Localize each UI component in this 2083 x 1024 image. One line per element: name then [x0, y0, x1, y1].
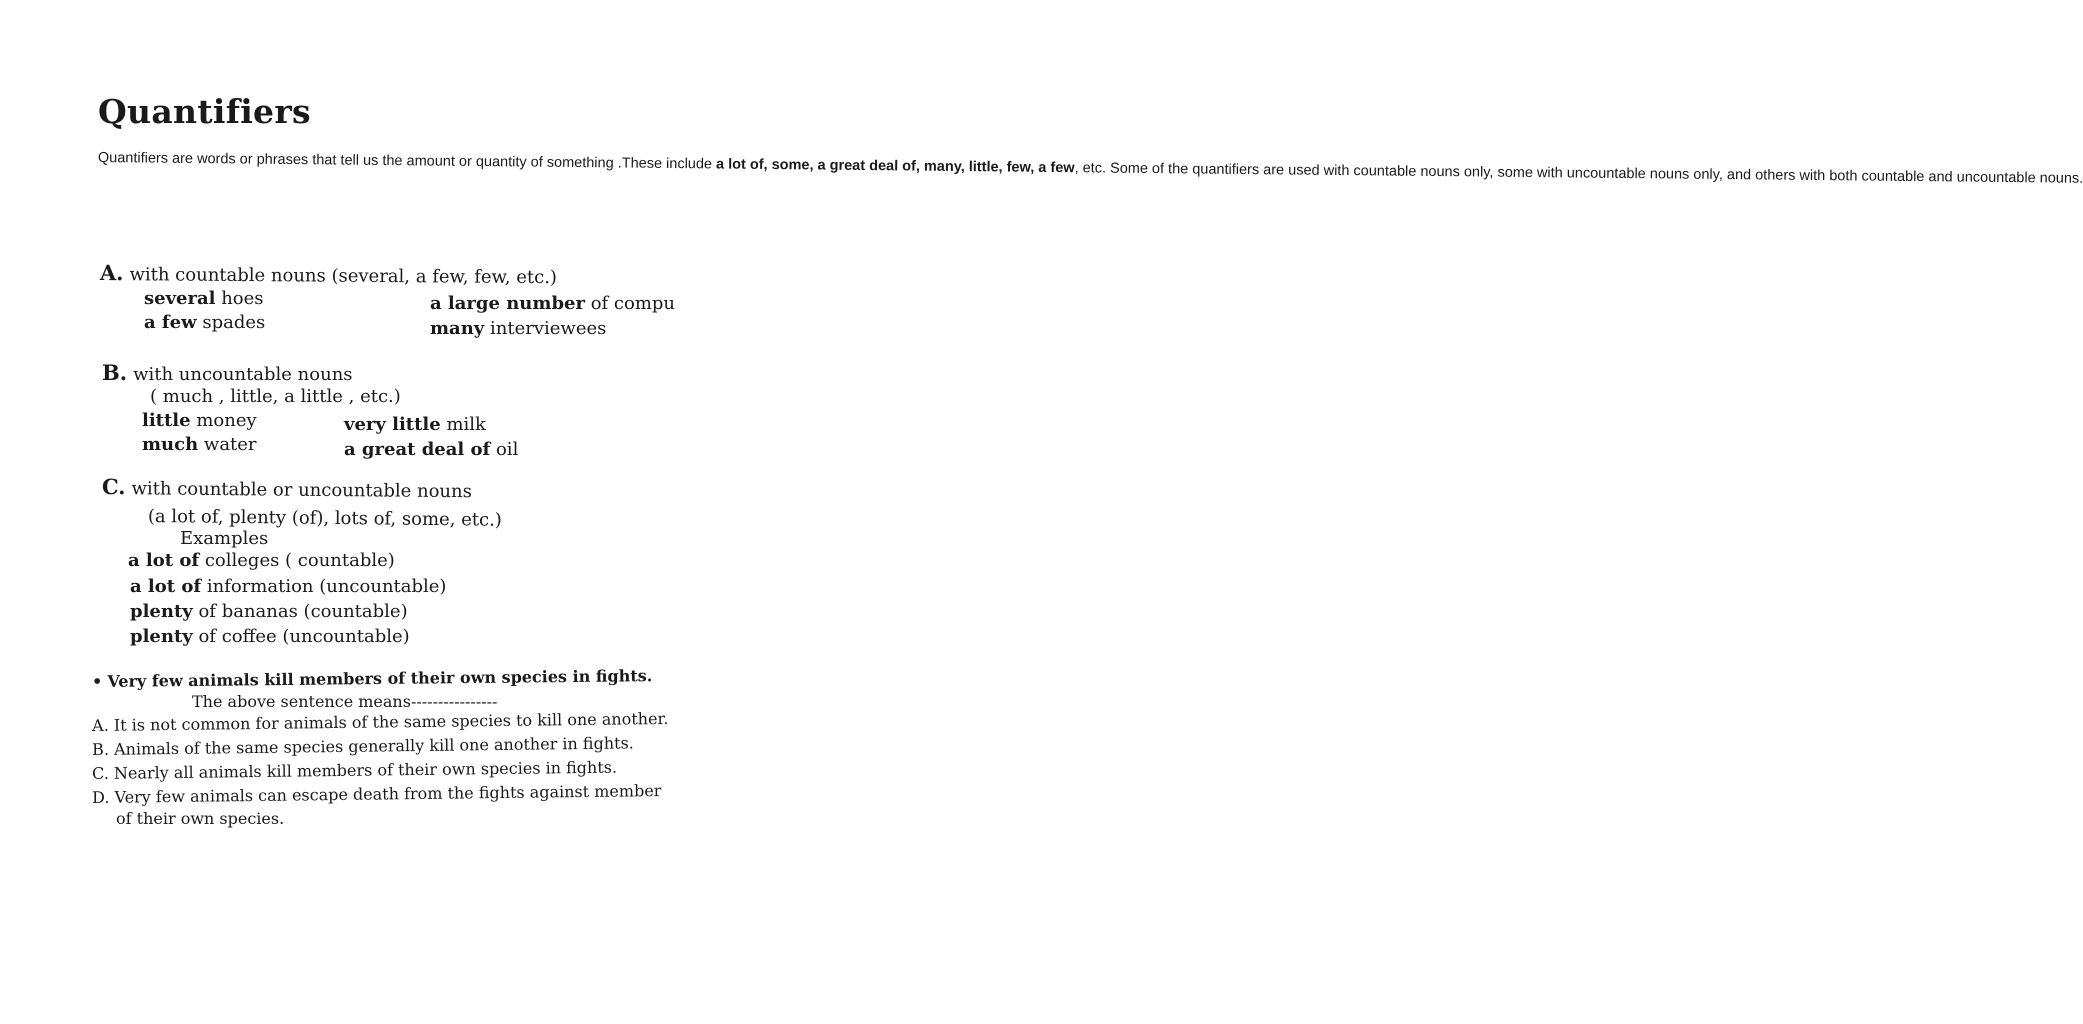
section-c-heading-text: with countable or uncountable nouns [131, 478, 472, 503]
section-a-heading-text: with countable nouns (several, a few, few, etc.) [129, 264, 558, 289]
option-c: C. Nearly all animals kill members of their own species in fights. [92, 757, 618, 783]
section-a-item: many interviewees [430, 318, 607, 339]
question-sentence: • Very few animals kill members of their own species in fights. [92, 666, 653, 691]
section-c-examples-label: Examples [180, 528, 269, 549]
section-c-item: plenty of bananas (countable) [130, 601, 408, 622]
section-b-item: little money [142, 410, 257, 431]
page-title: Quantifiers [98, 92, 311, 131]
intro-text-2: , etc. Some of the quantifiers are used with countable nouns only, some with uncountable nouns only, and others with both countable and uncountable nouns. [1074, 160, 2083, 187]
option-a: A. It is not common for animals of the same species to kill one another. [92, 708, 669, 735]
section-b-sub: ( much , little, a little , etc.) [150, 386, 401, 407]
section-a-item: a few spades [144, 312, 266, 333]
section-b-letter: B. [102, 360, 128, 385]
option-d: D. Very few animals can escape death from the fights against member [92, 781, 662, 807]
option-d-continued: of their own species. [116, 809, 285, 828]
option-b: B. Animals of the same species generally kill one another in fights. [92, 733, 634, 759]
intro-bold-quantifiers: a lot of, some, a great deal of, many, little, few, a few [715, 156, 1075, 177]
section-b-item: a great deal of oil [344, 439, 519, 460]
question-prompt: The above sentence means---------------- [192, 692, 498, 711]
intro-text-1: Quantifiers are words or phrases that tell us the amount or quantity of something .These include [97, 149, 717, 173]
section-b-heading-text: with uncountable nouns [133, 364, 353, 385]
question-bullet: • [92, 671, 103, 691]
section-c-letter: C. [101, 474, 126, 500]
section-a-item: several hoes [144, 288, 264, 309]
intro-paragraph [97, 148, 2083, 187]
section-c-heading [102, 474, 472, 502]
section-c-item: a lot of information (uncountable) [130, 576, 447, 597]
section-c-item: a lot of colleges ( countable) [128, 550, 395, 571]
section-b-heading [102, 360, 353, 385]
section-a-heading [100, 260, 557, 288]
section-a-item: a large number of compu [430, 293, 676, 314]
section-b-item: very little milk [344, 414, 486, 435]
section-b-item: much water [142, 434, 257, 455]
section-c-item: plenty of coffee (uncountable) [130, 626, 410, 647]
section-a-letter: A. [99, 260, 124, 286]
section-c-sub: (a lot of, plenty (of), lots of, some, etc.) [147, 506, 502, 531]
